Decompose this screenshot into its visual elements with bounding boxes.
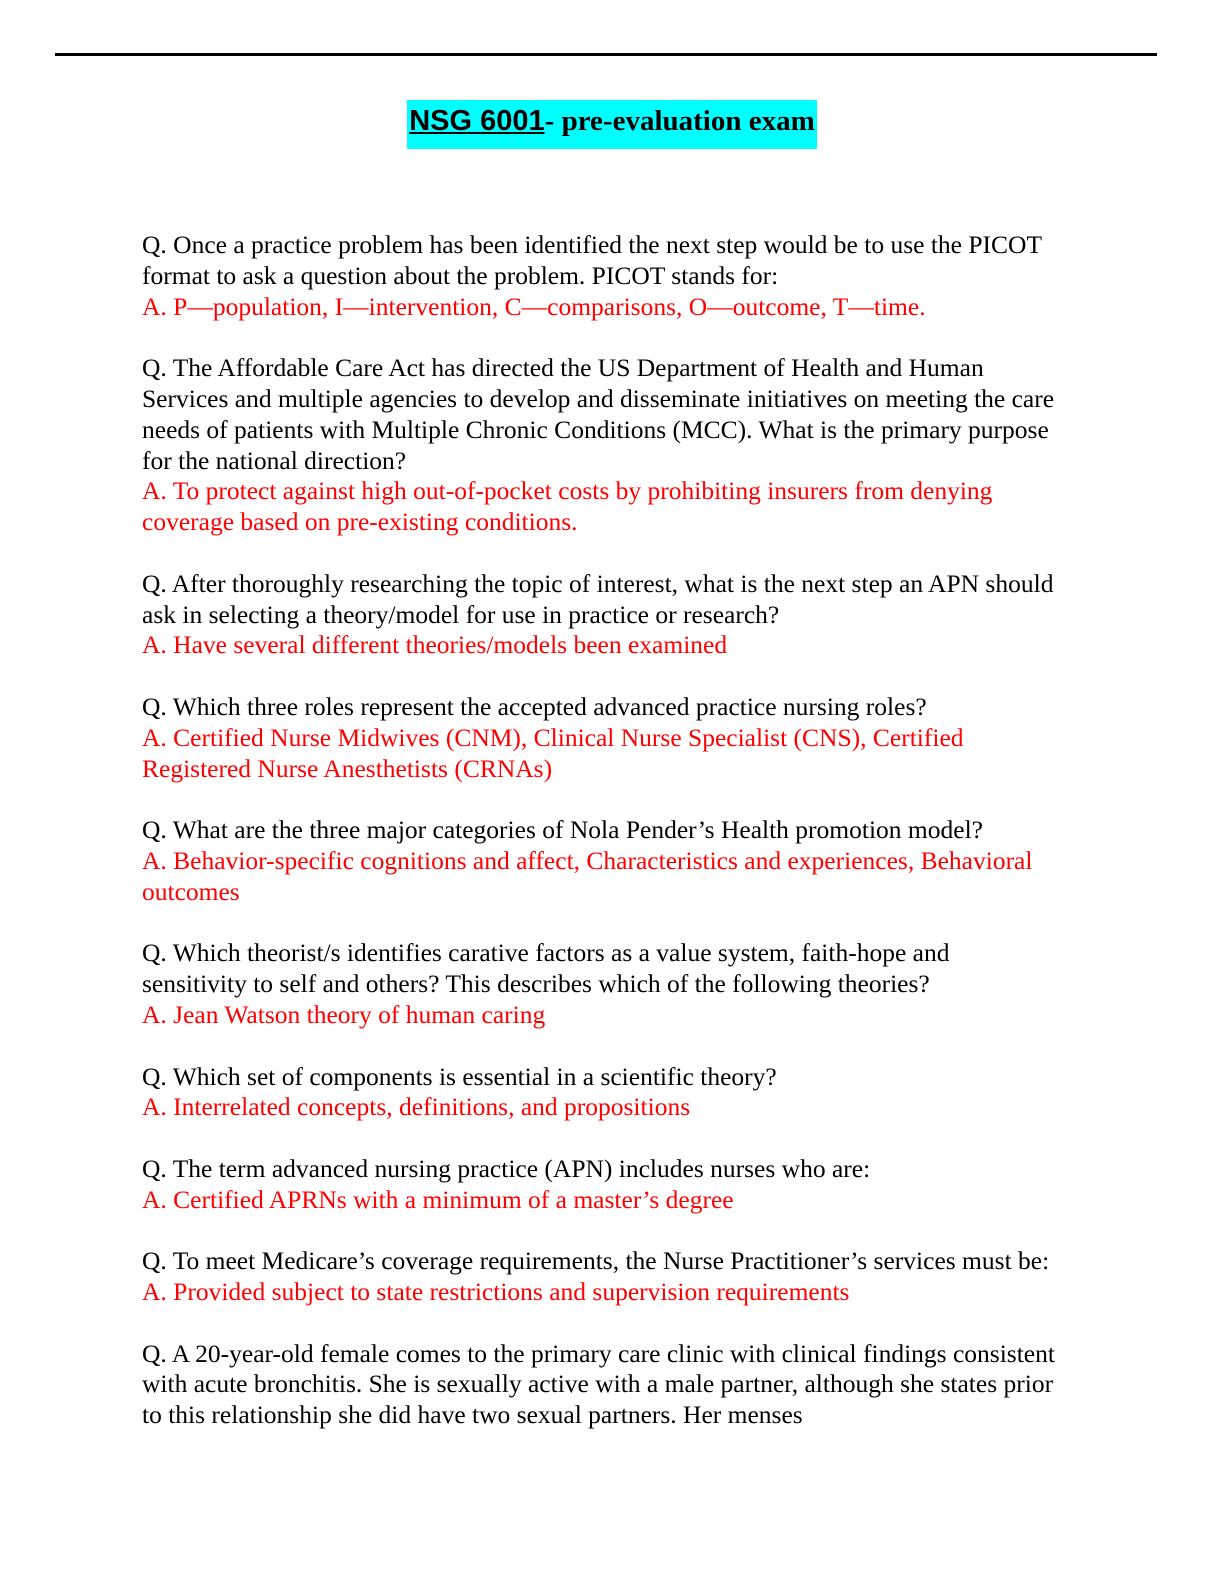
qa-item [142, 569, 1057, 661]
answer-text: A. P—population, I—intervention, C—comparisons, O—outcome, T—time. [142, 291, 926, 321]
question-answer-list [142, 230, 1057, 1462]
qa-item [142, 815, 1057, 907]
question-text: Q. The Affordable Care Act has directed the US Department of Health and Human Services and multiple agencies to develop and disseminate initiatives on meeting the care needs of patients with Multiple Chronic Conditions (MCC). What is the primary purpose for the national direction? [142, 353, 1055, 475]
answer-text: A. Behavior-specific cognitions and affect, Characteristics and experiences, Behavioral outcomes [142, 845, 1033, 906]
qa-item [142, 1339, 1057, 1431]
question-text: Q. Which theorist/s identifies carative factors as a value system, faith-hope and sensitivity to self and others? This describes which of the following theories? [142, 938, 950, 999]
question-text: Q. Which set of components is essential in a scientific theory? [142, 1061, 777, 1091]
question-text: Q. What are the three major categories of Nola Pender’s Health promotion model? [142, 815, 983, 845]
page-title [407, 100, 817, 149]
answer-text: A. Provided subject to state restrictions and supervision requirements [142, 1277, 850, 1307]
qa-item [142, 353, 1057, 538]
question-text: Q. Once a practice problem has been identified the next step would be to use the PICOT format to ask a question about the problem. PICOT stands for: [142, 230, 1042, 290]
qa-item [142, 692, 1057, 784]
question-text: Q. The term advanced nursing practice (APN) includes nurses who are: [142, 1153, 871, 1183]
answer-text: A. To protect against high out-of-pocket costs by prohibiting insurers from denying coverage based on pre-existing conditions. [142, 476, 993, 537]
answer-text: A. Have several different theories/models been examined [142, 630, 728, 660]
question-text: Q. To meet Medicare’s coverage requirements, the Nurse Practitioner’s services must be: [142, 1246, 1050, 1276]
qa-item [142, 1246, 1057, 1308]
qa-item [142, 1062, 1057, 1124]
question-text: Q. Which three roles represent the accepted advanced practice nursing roles? [142, 691, 927, 721]
question-text: Q. A 20-year-old female comes to the primary care clinic with clinical findings consistent with acute bronchitis. She is sexually active with a male partner, although she states prior to this relationship she did have two sexual partners. Her menses [142, 1338, 1055, 1430]
title-course-code: NSG 6001 [409, 105, 545, 137]
answer-text: A. Certified Nurse Midwives (CNM), Clinical Nurse Specialist (CNS), Certified Registered Nurse Anesthetists (CRNAs) [142, 722, 964, 783]
question-text: Q. After thoroughly researching the topic of interest, what is the next step an APN should ask in selecting a theory/model for use in practice or research? [142, 568, 1054, 629]
top-rule-divider [55, 53, 1157, 56]
answer-text: A. Interrelated concepts, definitions, and propositions [142, 1092, 691, 1122]
qa-item [142, 230, 1057, 322]
title-block [0, 100, 1224, 149]
answer-text: A. Certified APRNs with a minimum of a master’s degree [142, 1184, 734, 1214]
qa-item [142, 1154, 1057, 1216]
answer-text: A. Jean Watson theory of human caring [142, 999, 546, 1029]
qa-item [142, 938, 1057, 1030]
title-exam-name: - pre-evaluation exam [544, 105, 815, 137]
